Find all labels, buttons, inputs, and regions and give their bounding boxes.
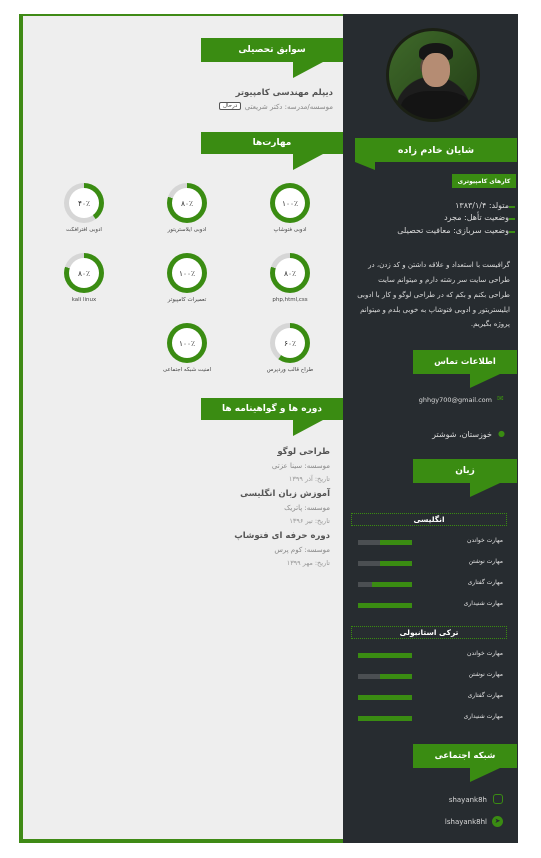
skill-label: ادوبی ایلاستریتور: [167, 227, 207, 233]
language-skill-bar: [358, 716, 412, 721]
skill-ring: [64, 253, 104, 293]
contact-heading: اطلاعات تماس: [413, 350, 517, 374]
instagram-handle[interactable]: shayank8h: [448, 796, 487, 804]
skill-label: امنیت شبکه اجتماعی: [162, 367, 212, 373]
language-english: انگلیسی: [351, 513, 507, 526]
born-text: متولد: ۱۳۸۳/۱/۴: [455, 201, 509, 210]
skill-percent: ۱۰۰٪: [275, 188, 305, 218]
skill-ring: [270, 323, 310, 363]
language-skill-bar: [358, 653, 412, 658]
skill-percent: ۸۰٪: [69, 258, 99, 288]
degree-title: دیپلم مهندسی کامپیوتر: [235, 88, 333, 98]
location-text: خوزستان، شوشتر: [432, 430, 492, 439]
language-skill-bar: [358, 603, 412, 608]
skill-ring: [270, 183, 310, 223]
language-skill-label: مهارت شنیداری: [463, 713, 503, 720]
skill-percent: ۸۰٪: [275, 258, 305, 288]
job-badge: کارهای کامپیوتری: [452, 174, 516, 188]
courses-heading: دوره ها و گواهینامه ها: [201, 398, 343, 420]
language-skill-bar: [358, 674, 412, 679]
skill-ring: [270, 253, 310, 293]
language-turkish: ترکی استانبولی: [351, 626, 507, 639]
skill-ring: [167, 253, 207, 293]
profile-photo: [386, 28, 480, 122]
skill-percent: ۸۰٪: [172, 188, 202, 218]
language-skill-label: مهارت گفتاری: [467, 579, 503, 586]
skill-ring: [167, 183, 207, 223]
skill-label: ادوبی فتوشاپ: [273, 227, 307, 233]
language-skill-label: مهارت شنیداری: [463, 600, 503, 607]
language-skill-bar: [358, 561, 412, 566]
skill-label: ادوبی افترافکت: [66, 227, 102, 233]
instagram-icon[interactable]: [493, 794, 503, 804]
language-skill-label: مهارت نوشتن: [468, 671, 503, 678]
skill-label: kali linux: [71, 297, 97, 303]
email-text[interactable]: ghhgy700@gmail.com: [418, 396, 492, 404]
telegram-icon[interactable]: ➤: [492, 816, 503, 827]
language-skill-bar: [358, 582, 412, 587]
skill-label: php,html,css: [272, 297, 308, 303]
language-skill-bar: [358, 540, 412, 545]
language-heading: زبان: [413, 459, 517, 483]
education-heading: سوابق تحصیلی: [201, 38, 343, 62]
marital-text: وضعیت تأهل: مجرد: [444, 213, 509, 222]
military-text: وضعیت سربازی: معافیت تحصیلی: [397, 226, 509, 235]
language-skill-label: مهارت خواندن: [467, 650, 503, 657]
skill-percent: ۱۰۰٪: [172, 328, 202, 358]
language-skill-label: مهارت نوشتن: [468, 558, 503, 565]
skill-ring: [167, 323, 207, 363]
skill-label: تعمیرات کامپیوتر: [167, 297, 207, 303]
language-skill-bar: [358, 695, 412, 700]
skill-label: طراح قالب وردپرس: [266, 367, 314, 373]
language-skill-label: مهارت خواندن: [467, 537, 503, 544]
social-heading: شبکه اجتماعی: [413, 744, 517, 768]
profile-name: شایان خادم زاده: [397, 144, 475, 156]
skill-percent: ۴۰٪: [69, 188, 99, 218]
skills-heading: مهارت‌ها: [201, 132, 343, 154]
language-skill-label: مهارت گفتاری: [467, 692, 503, 699]
name-banner: [355, 138, 517, 162]
location-icon: ●: [498, 429, 505, 438]
skill-percent: ۱۰۰٪: [172, 258, 202, 288]
status-badge: درحال: [219, 102, 241, 110]
telegram-handle[interactable]: lshayank8hl: [444, 818, 487, 826]
email-icon: ✉: [497, 394, 504, 403]
institute-text: موسسه/مدرسه: دکتر شریعتی: [244, 103, 333, 111]
skill-percent: ۶۰٪: [275, 328, 305, 358]
skill-ring: [64, 183, 104, 223]
